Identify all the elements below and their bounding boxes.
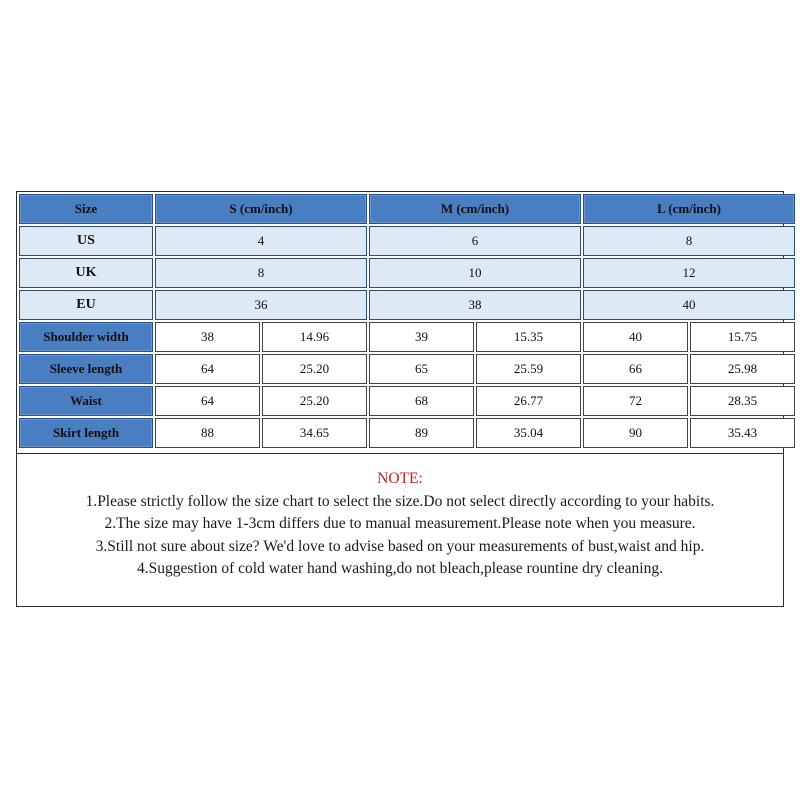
row-label-eu: EU xyxy=(19,290,153,320)
waist-s-inch: 25.20 xyxy=(262,386,367,416)
sleeve-m-inch: 25.59 xyxy=(476,354,581,384)
uk-row xyxy=(19,258,795,288)
note-line-4: 4.Suggestion of cold water hand washing,do not bleach,please rountine dry cleaning. xyxy=(136,560,663,577)
shoulder-l-inch: 15.75 xyxy=(690,322,795,352)
eu-row xyxy=(19,290,795,320)
note-line-1: 1.Please strictly follow the size chart to select the size.Do not select directly according to your habits. xyxy=(85,492,715,510)
row-label-waist: Waist xyxy=(19,386,153,416)
sleeve-s-cm: 64 xyxy=(155,354,260,384)
note-line-3: 3.Still not sure about size? We'd love to advise based on your measurements of bust,waist and hip. xyxy=(95,537,705,555)
header-row xyxy=(19,194,795,224)
waist-l-cm: 72 xyxy=(583,386,688,416)
shoulder-s-cm: 38 xyxy=(155,322,260,352)
uk-s-value: 8 xyxy=(155,258,367,288)
skirt-l-inch: 35.43 xyxy=(690,418,795,448)
row-label-shoulder-width: Shoulder width xyxy=(19,322,153,352)
size-chart xyxy=(16,191,784,607)
skirt-l-cm: 90 xyxy=(583,418,688,448)
size-header-cell: Size xyxy=(19,194,153,224)
us-m-value: 6 xyxy=(369,226,581,256)
sleeve-s-inch: 25.20 xyxy=(262,354,367,384)
skirt-m-inch: 35.04 xyxy=(476,418,581,448)
sleeve-l-cm: 66 xyxy=(583,354,688,384)
size-l-header: L (cm/inch) xyxy=(583,194,795,224)
sleeve-l-inch: 25.98 xyxy=(690,354,795,384)
size-table xyxy=(17,192,797,450)
sleeve-m-cm: 65 xyxy=(369,354,474,384)
eu-m-value: 38 xyxy=(369,290,581,320)
waist-l-inch: 28.35 xyxy=(690,386,795,416)
skirt-length-row xyxy=(19,418,795,448)
row-label-uk: UK xyxy=(19,258,153,288)
size-m-header: M (cm/inch) xyxy=(369,194,581,224)
us-row xyxy=(19,226,795,256)
uk-l-value: 12 xyxy=(583,258,795,288)
row-label-us: US xyxy=(19,226,153,256)
us-s-value: 4 xyxy=(155,226,367,256)
us-l-value: 8 xyxy=(583,226,795,256)
uk-m-value: 10 xyxy=(369,258,581,288)
skirt-s-inch: 34.65 xyxy=(262,418,367,448)
skirt-m-cm: 89 xyxy=(369,418,474,448)
shoulder-m-cm: 39 xyxy=(369,322,474,352)
row-label-skirt-length: Skirt length xyxy=(19,418,153,448)
size-s-header: S (cm/inch) xyxy=(155,194,367,224)
waist-row xyxy=(19,386,795,416)
shoulder-l-cm: 40 xyxy=(583,322,688,352)
notes-section xyxy=(17,453,783,581)
waist-s-cm: 64 xyxy=(155,386,260,416)
row-label-sleeve-length: Sleeve length xyxy=(19,354,153,384)
shoulder-m-inch: 15.35 xyxy=(476,322,581,352)
waist-m-cm: 68 xyxy=(369,386,474,416)
note-title: NOTE: xyxy=(377,470,423,487)
sleeve-length-row xyxy=(19,354,795,384)
note-line-2: 2.The size may have 1-3cm differs due to manual measurement.Please note when you measure. xyxy=(104,515,696,532)
shoulder-width-row xyxy=(19,322,795,352)
waist-m-inch: 26.77 xyxy=(476,386,581,416)
eu-s-value: 36 xyxy=(155,290,367,320)
eu-l-value: 40 xyxy=(583,290,795,320)
shoulder-s-inch: 14.96 xyxy=(262,322,367,352)
skirt-s-cm: 88 xyxy=(155,418,260,448)
